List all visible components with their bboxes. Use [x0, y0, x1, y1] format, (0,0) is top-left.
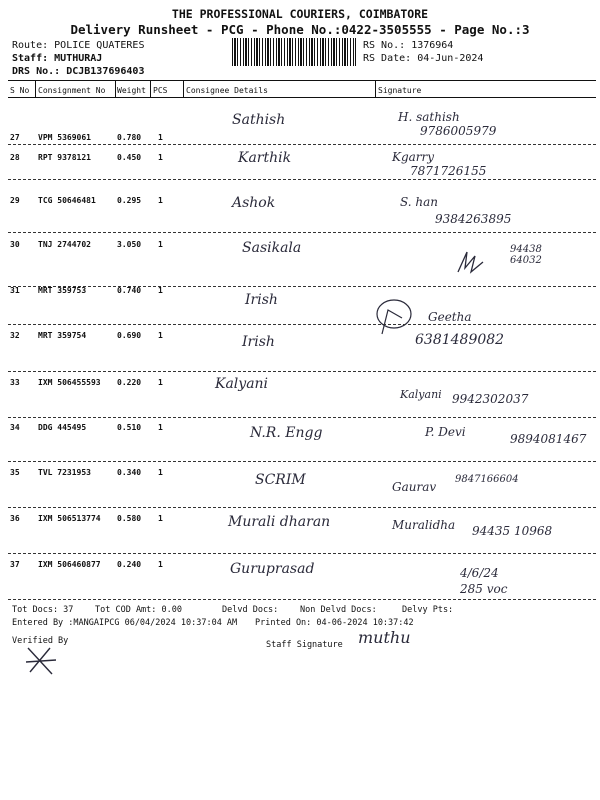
footer-staff-signature: Staff Signature: [266, 640, 343, 650]
row-signature: Geetha: [428, 310, 472, 324]
row-pcs: 1: [158, 153, 163, 162]
row-consignment: IXM 506455593: [38, 378, 101, 387]
row-consignee: Irish: [242, 334, 275, 350]
row-consignee: N.R. Engg: [250, 425, 323, 441]
row-consignment: DDG 445495: [38, 423, 87, 432]
row-pcs: 1: [158, 378, 163, 387]
rs-no-value: 1376964: [411, 40, 454, 51]
row-weight: 3.050: [117, 240, 142, 249]
row-consignee: Guruprasad: [230, 561, 315, 577]
col-divider: [375, 80, 376, 97]
row-signature: H. sathish: [398, 110, 460, 124]
row-signature: 4/6/24: [460, 566, 499, 580]
row-consignee: Irish: [245, 292, 278, 308]
row-phone: 9786005979: [420, 124, 497, 138]
col-header-weight: Weight: [117, 86, 146, 95]
col-divider: [183, 80, 184, 97]
row-pcs: 1: [158, 286, 163, 295]
row-pcs: 1: [158, 423, 163, 432]
barcode: [232, 38, 356, 66]
row-signature: P. Devi: [425, 425, 466, 439]
row-pcs: 1: [158, 560, 163, 569]
row-signature: Gaurav: [392, 480, 437, 494]
row-divider: [8, 553, 596, 554]
table-header-rule: [8, 97, 596, 98]
row-sno: 33: [10, 378, 20, 387]
route-value: POLICE QUATERES: [54, 40, 145, 51]
row-consignment: IXM 506513774: [38, 514, 101, 523]
footer-tot-docs: Tot Docs: 37: [12, 605, 74, 615]
row-sno: 32: [10, 331, 20, 340]
row-phone: 9384263895: [435, 212, 512, 226]
staff-signature-mark: muthu: [358, 628, 411, 647]
row-consignment: VPM 5369061: [38, 133, 91, 142]
signature-loop: [372, 290, 418, 336]
col-header-signature: Signature: [378, 86, 422, 95]
row-consignment: MRT 359754: [38, 331, 87, 340]
drs-value: DCJB137696403: [66, 66, 145, 77]
row-sno: 36: [10, 514, 20, 523]
row-phone: 9894081467: [510, 432, 587, 446]
row-consignment: MRT 359753: [38, 286, 87, 295]
row-consignment: TCG 50646481: [38, 196, 96, 205]
row-divider: [8, 371, 596, 372]
verified-signature: [22, 642, 62, 678]
footer-delvd-docs: Delvd Docs:: [222, 605, 279, 615]
col-header-sno: S No: [10, 86, 30, 95]
row-phone: 94435 10968: [472, 524, 553, 538]
row-weight: 0.295: [117, 196, 142, 205]
row-pcs: 1: [158, 331, 163, 340]
row-pcs: 1: [158, 514, 163, 523]
row-sno: 30: [10, 240, 20, 249]
company-title: THE PROFESSIONAL COURIERS, COIMBATORE: [171, 7, 429, 21]
signature-scribble: [455, 248, 485, 276]
row-consignee: Sasikala: [242, 240, 302, 256]
row-pcs: 1: [158, 240, 163, 249]
row-phone: 9847166604: [455, 474, 519, 485]
row-divider: [8, 599, 596, 600]
row-phone: 94438 64032: [510, 244, 542, 266]
row-pcs: 1: [158, 133, 163, 142]
runsheet-subtitle: Delivery Runsheet - PCG - Phone No.:0422-3505555 - Page No.:3: [70, 22, 530, 37]
row-consignment: RPT 9378121: [38, 153, 91, 162]
row-pcs: 1: [158, 468, 163, 477]
row-signature: Kalyani: [400, 388, 442, 401]
row-signature: Kgarry: [392, 150, 435, 164]
row-sno: 31: [10, 286, 20, 295]
row-consignee: Karthik: [238, 150, 292, 166]
row-consignee: Sathish: [232, 112, 286, 128]
table-top-rule: [8, 80, 596, 81]
footer-delvy-pts: Delvy Pts:: [402, 605, 454, 615]
staff-label: Staff:: [12, 53, 49, 64]
footer-entered-by: Entered By :MANGAIPCG 06/04/2024 10:37:04 AM: [12, 618, 238, 628]
row-phone: 9942302037: [452, 392, 529, 406]
row-consignment: TNJ 2744702: [38, 240, 91, 249]
row-divider: [8, 232, 596, 233]
staff-value: MUTHURAJ: [54, 53, 103, 64]
rs-no-label: RS No.:: [363, 40, 406, 51]
row-weight: 0.220: [117, 378, 142, 387]
row-signature: Muralidha: [392, 518, 456, 532]
row-divider: [8, 461, 596, 462]
row-phone: 7871726155: [410, 164, 487, 178]
footer-printed-on: Printed On: 04-06-2024 10:37:42: [255, 618, 414, 628]
row-divider: [8, 324, 596, 325]
col-header-pcs: PCS: [153, 86, 168, 95]
footer-tot-cod: Tot COD Amt: 0.00: [95, 605, 182, 615]
rs-date-line: [363, 53, 483, 64]
footer-non-delvd-docs: Non Delvd Docs:: [300, 605, 377, 615]
row-phone: 285 voc: [460, 582, 508, 596]
row-weight: 0.690: [117, 331, 142, 340]
drs-label: DRS No.:: [12, 66, 61, 77]
rs-date-label: RS Date:: [363, 53, 412, 64]
row-sno: 29: [10, 196, 20, 205]
row-consignee: Ashok: [232, 195, 276, 211]
row-sno: 28: [10, 153, 20, 162]
col-header-consignment: Consignment No: [38, 86, 106, 95]
row-sno: 37: [10, 560, 20, 569]
col-header-consignee: Consignee Details: [186, 86, 268, 95]
row-divider: [8, 286, 596, 287]
col-divider: [115, 80, 116, 97]
row-signature: S. han: [400, 195, 439, 209]
row-divider: [8, 179, 596, 180]
row-sno: 34: [10, 423, 20, 432]
row-weight: 0.740: [117, 286, 142, 295]
route-line: [12, 40, 144, 51]
row-pcs: 1: [158, 196, 163, 205]
row-divider: [8, 144, 596, 145]
staff-line: [12, 53, 102, 64]
rs-no-line: [363, 40, 453, 51]
row-divider: [8, 507, 596, 508]
col-divider: [150, 80, 151, 97]
drs-line: [12, 66, 144, 77]
row-consignee: Kalyani: [215, 376, 269, 392]
row-weight: 0.510: [117, 423, 142, 432]
row-consignee: Murali dharan: [228, 514, 331, 530]
row-consignment: TVL 7231953: [38, 468, 91, 477]
row-weight: 0.240: [117, 560, 142, 569]
row-divider: [8, 417, 596, 418]
route-label: Route:: [12, 40, 49, 51]
row-phone: 6381489082: [415, 332, 505, 348]
footer-verified-by: Verified By: [12, 636, 69, 646]
col-divider: [35, 80, 36, 97]
row-weight: 0.450: [117, 153, 142, 162]
row-sno: 27: [10, 133, 20, 142]
rs-date-value: 04-Jun-2024: [417, 53, 484, 64]
row-consignment: IXM 506460877: [38, 560, 101, 569]
row-consignee: SCRIM: [255, 472, 306, 488]
row-weight: 0.780: [117, 133, 142, 142]
row-weight: 0.340: [117, 468, 142, 477]
row-sno: 35: [10, 468, 20, 477]
row-weight: 0.580: [117, 514, 142, 523]
